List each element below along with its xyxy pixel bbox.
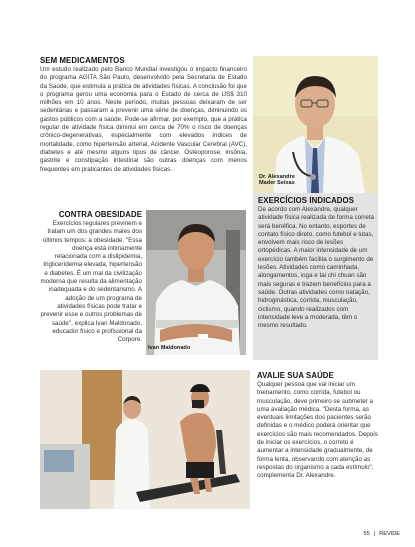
trainer-photo — [146, 210, 246, 355]
trainer-photo-credit: Ivan Maldonado — [148, 345, 191, 351]
doctor-illustration — [253, 56, 378, 193]
section-body-sem-medicamentos: Um estudo realizado pelo Banco Mundial investigou o impacto financeiro do programa AGITA São Paulo, desenvolvido pela Secretaria de Estado da Saúde, que estimula a prática de atividades físicas. A conclusão foi que o programa gerou uma economia para o Estado de cerca de US$ 310 milhões em 10 anos. Neste período, muitas pessoas deixaram de ser sedentárias e passaram a prevenir uma série de doenças, diminuindo os gastos públicos com a saúde. Pode-se afirmar, por exemplo, que a prática regular de atividade física diminui em cerca de 70% o risco de doenças crônico-degenerativas, especialmente com elevados índices de mortalidade, como hipertensão arterial, Acidente Vascular Cerebral (AVC), diabetes e até mesmo alguns tipos de câncer. Osteoporose, insônia, gastrite e constipação intestinal são outras doenças com menos frequentes em praticantes de atividades físicas. — [40, 66, 247, 173]
magazine-name: REVIDE — [379, 531, 400, 537]
credit-line-1: Dr. Alexandre — [259, 174, 295, 180]
doctor-photo-credit — [259, 174, 295, 187]
section-body-avalie-sua-saude: Qualquer pessoa que vai iniciar um treinamento, como corrida, futebol ou musculação, deve primeiro se submeter a uma avaliação médica. "Desta forma, as eventuais limitações dos pacientes serão definidas e o médico poderá orientar que exercícios são mais recomendados. Depois de iniciar os exercícios, o correto é aumentar a intensidade gradualmente, de forma lenta, observando com atenção as respostas do organismo a cada estímulo", complementa Dr. Alexandre. — [257, 381, 378, 480]
page-number: 55 — [363, 531, 370, 537]
treadmill-illustration — [40, 370, 250, 509]
section-body-contra-obesidade: Exercícios regulares previnem e tratam um dos grandes males dos últimos tempos: a obesidade. "Essa doença está intimamente relacionada com a dislipidemia, triglicerídemia elevada, hipertensão e diabetes. É um mal da civilização moderna que resulta da alimentação inadequada e do sedentarismo. A adoção de um programa de atividades físicas pode tratar e prevenir esse e outros problemas de saúde", explica Ivan Maldonado, educador físico e profissional da Corpore. — [40, 220, 142, 344]
section-heading-contra-obesidade: CONTRA OBESIDADE — [58, 210, 142, 219]
section-heading-sem-medicamentos: SEM MEDICAMENTOS — [40, 56, 125, 65]
section-body-exercicios-indicados: De acordo com Alexandre, qualquer atividade física realizada de forma correta será benéfica. No entanto, esportes de contato físico direto, como futebol e lutas, envolvem mais risco de lesões ortopédicas. A maior intensidade de um exercício também facilita o surgimento de lesões. Atividades como caminhada, alongamentos, ioga e tai chi chuan são mais seguras e trazem benefícios para a saúde. Outras atividades como natação, hidroginástica, corrida, musculação, ciclismo, quando realizados com intensidade leve a moderada, têm o mesmo resultado. — [258, 206, 375, 330]
treadmill-photo — [40, 370, 250, 509]
footer-separator: | — [373, 531, 376, 537]
section-heading-exercicios-indicados: EXERCÍCIOS INDICADOS — [258, 196, 355, 205]
page-footer — [361, 531, 402, 537]
doctor-photo — [253, 56, 378, 193]
credit-line-2: Mader Seixas — [259, 180, 295, 187]
trainer-illustration — [146, 210, 246, 355]
section-heading-avalie-sua-saude: AVALIE SUA SAÚDE — [257, 371, 334, 380]
